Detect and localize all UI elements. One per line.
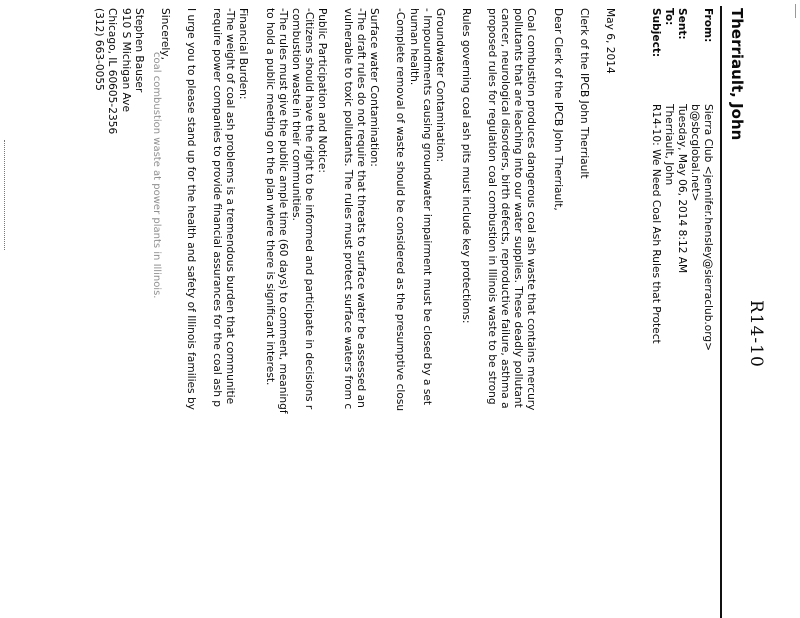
- header-from-row: [701, 8, 714, 618]
- header-to-row: [662, 8, 675, 618]
- letter-date: May 6, 2014: [604, 8, 616, 74]
- header-to-value: Therriault, John: [662, 104, 675, 186]
- signature-address: 910 S Michigan Ave: [119, 8, 132, 112]
- groundwater-line: human health.: [407, 8, 420, 86]
- email-header: [649, 8, 714, 618]
- header-spacer: [688, 8, 701, 104]
- header-subject-value: R14-10: We Need Coal Ash Rules that Protect: [649, 104, 662, 344]
- intro-line: cancer, neurological disorders, birth defects, reproductive failure, asthma a: [499, 8, 512, 409]
- overlapping-scan-text: coal combustion waste at power plants in Illinois.: [151, 52, 162, 299]
- signature-phone: (312) 663-0055: [93, 8, 106, 91]
- salutation-line-2: Dear Clerk of the IPCB John Therriault,: [551, 8, 564, 211]
- closing-paragraph: I urge you to please stand up for the health and safety of Illinois families by: [185, 8, 197, 410]
- participation-line: -The rules must give the public ample time (60 days) to comment, meaningf: [276, 8, 289, 414]
- scan-dotted-line: [4, 140, 5, 250]
- header-sent-row: [675, 8, 688, 618]
- intro-line: proposed rules for regulation coal combustion in Illinois waste to be strong: [486, 8, 499, 405]
- header-from-value-continued: b@sbcglobal.net>: [688, 104, 701, 202]
- scan-mark: [795, 4, 796, 18]
- participation-line: -Citizens should have the right to be informed and participate in decisions r: [302, 8, 315, 410]
- header-from-value: Sierra Club <jennifer.hensley@sierraclub.org>: [702, 104, 714, 352]
- header-sent-value: Tuesday, May 06, 2014 8:12 AM: [675, 104, 688, 274]
- header-subject-row: [649, 8, 662, 618]
- closing: Sincerely,: [158, 8, 171, 60]
- signature-city: Chicago, IL 60605-2356: [106, 8, 119, 135]
- header-sent-label: Sent:: [675, 8, 688, 40]
- header-from-label: From:: [702, 8, 714, 43]
- header-to-label: To:: [662, 8, 675, 26]
- groundwater-line: - Impoundments causing groundwater impairment must be closed by a set: [420, 8, 433, 406]
- surface-heading: Surface water Contamination:: [368, 8, 381, 167]
- groundwater-line: -Complete removal of waste should be considered as the presumptive closu: [394, 8, 407, 412]
- intro-line: Coal combustion produces dangerous coal ash waste that contains mercury: [525, 8, 538, 411]
- groundwater-heading: Groundwater Contamination:: [433, 8, 446, 163]
- surface-line: -The draft rules do not require that threats to surface water be assessed an: [355, 8, 368, 408]
- financial-line: -The weight of coal ash problems is a tremendous burden that communitie: [224, 8, 237, 405]
- participation-line: to hold a public meeting on the plan where there is significant interest.: [263, 8, 276, 386]
- participation-line: combustion waste in their communities.: [289, 8, 302, 221]
- salutation-line-1: Clerk of the IPCB John Therriault: [577, 8, 590, 179]
- sender-name: Therriault, John: [728, 8, 746, 141]
- intro-line: pollutants that are leaching into our water supplies. These deadly pollutant: [512, 8, 525, 408]
- header-subject-label: Subject:: [649, 8, 662, 58]
- financial-line: require power companies to provide financial assurances for the coal ash p: [211, 8, 224, 408]
- document-id: R14-10: [746, 300, 766, 368]
- letter-body: [92, 8, 616, 618]
- financial-heading: Financial Burden:: [237, 8, 250, 100]
- signature-name: Stephen Bauser: [132, 8, 145, 93]
- participation-heading: Public Participation and Notice:: [315, 8, 328, 173]
- surface-line: vulnerable to toxic pollutants. The rules must protect surface waters from c: [342, 8, 355, 410]
- header-rule: [720, 6, 722, 618]
- header-from-row-continued: [688, 8, 701, 618]
- rules-heading: Rules governing coal ash pits must include key protections:: [459, 8, 472, 324]
